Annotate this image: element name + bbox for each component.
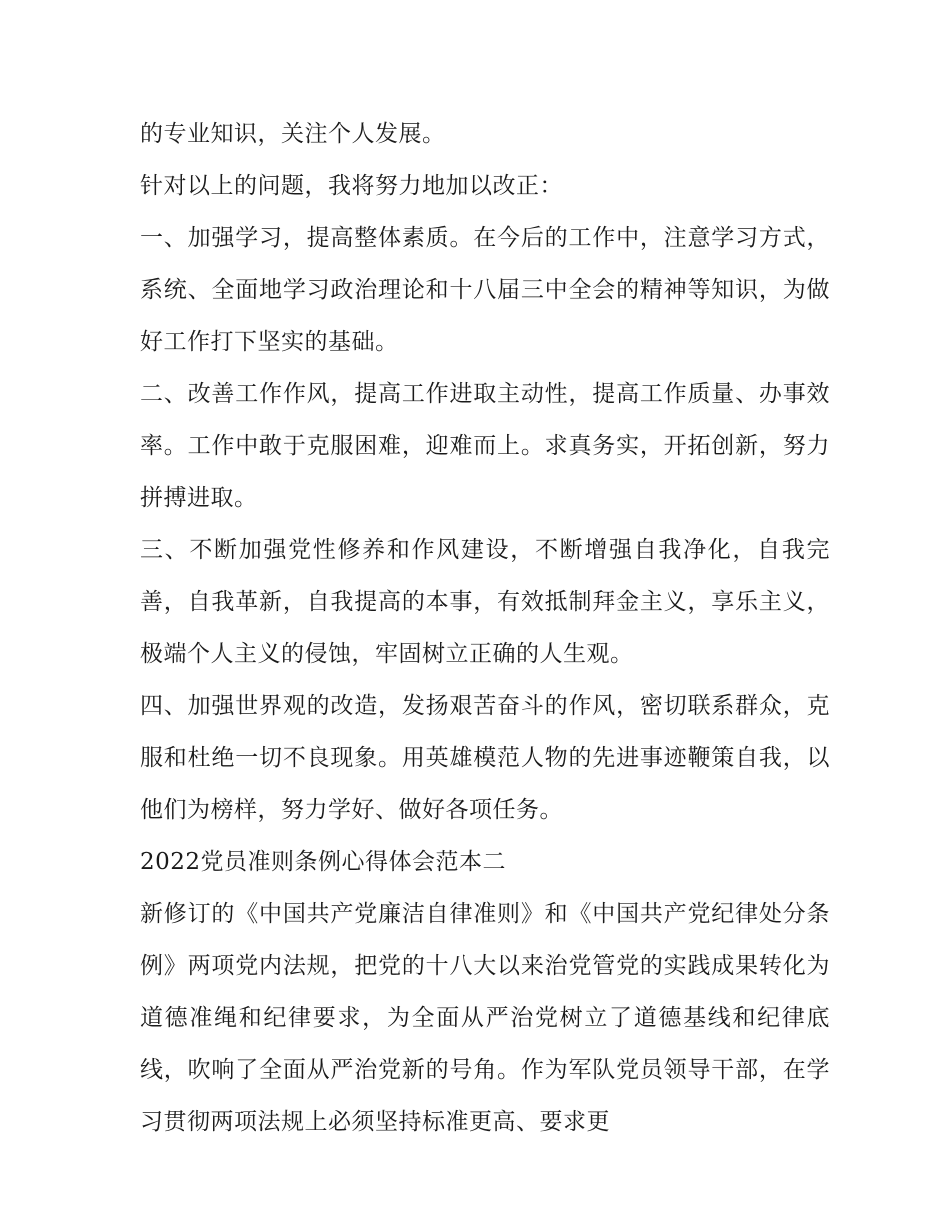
document-body	[140, 108, 830, 1148]
paragraph-point-3: 三、不断加强党性修养和作风建设，不断增强自我净化，自我完善，自我革新，自我提高的本事，有效抵制拜金主义，享乐主义，极端个人主义的侵蚀，牢固树立正确的人生观。	[140, 537, 830, 667]
paragraph-section-2: 新修订的《中国共产党廉洁自律准则》和《中国共产党纪律处分条例》两项党内法规，把党的十八大以来治党管党的实践成果转化为道德准绳和纪律要求，为全面从严治党树立了道德基线和纪律底线，吹响了全面从严治党新的号角。作为军队党员领导干部，在学习贯彻两项法规上必须坚持标准更高、要求更	[140, 901, 830, 1135]
paragraph-point-2: 二、改善工作作风，提高工作进取主动性，提高工作质量、办事效率。工作中敢于克服困难，迎难而上。求真务实，开拓创新，努力拼搏进取。	[140, 381, 830, 511]
paragraph-point-1: 一、加强学习，提高整体素质。在今后的工作中，注意学习方式，系统、全面地学习政治理论和十八届三中全会的精神等知识，为做好工作打下坚实的基础。	[140, 225, 830, 355]
paragraph-intro: 针对以上的问题，我将努力地加以改正：	[140, 173, 563, 199]
paragraph-continuation: 的专业知识，关注个人发展。	[140, 121, 446, 147]
section-heading: 2022党员准则条例心得体会范本二	[140, 849, 507, 875]
paragraph-point-4: 四、加强世界观的改造，发扬艰苦奋斗的作风，密切联系群众，克服和杜绝一切不良现象。用英雄模范人物的先进事迹鞭策自我，以他们为榜样，努力学好、做好各项任务。	[140, 693, 830, 823]
